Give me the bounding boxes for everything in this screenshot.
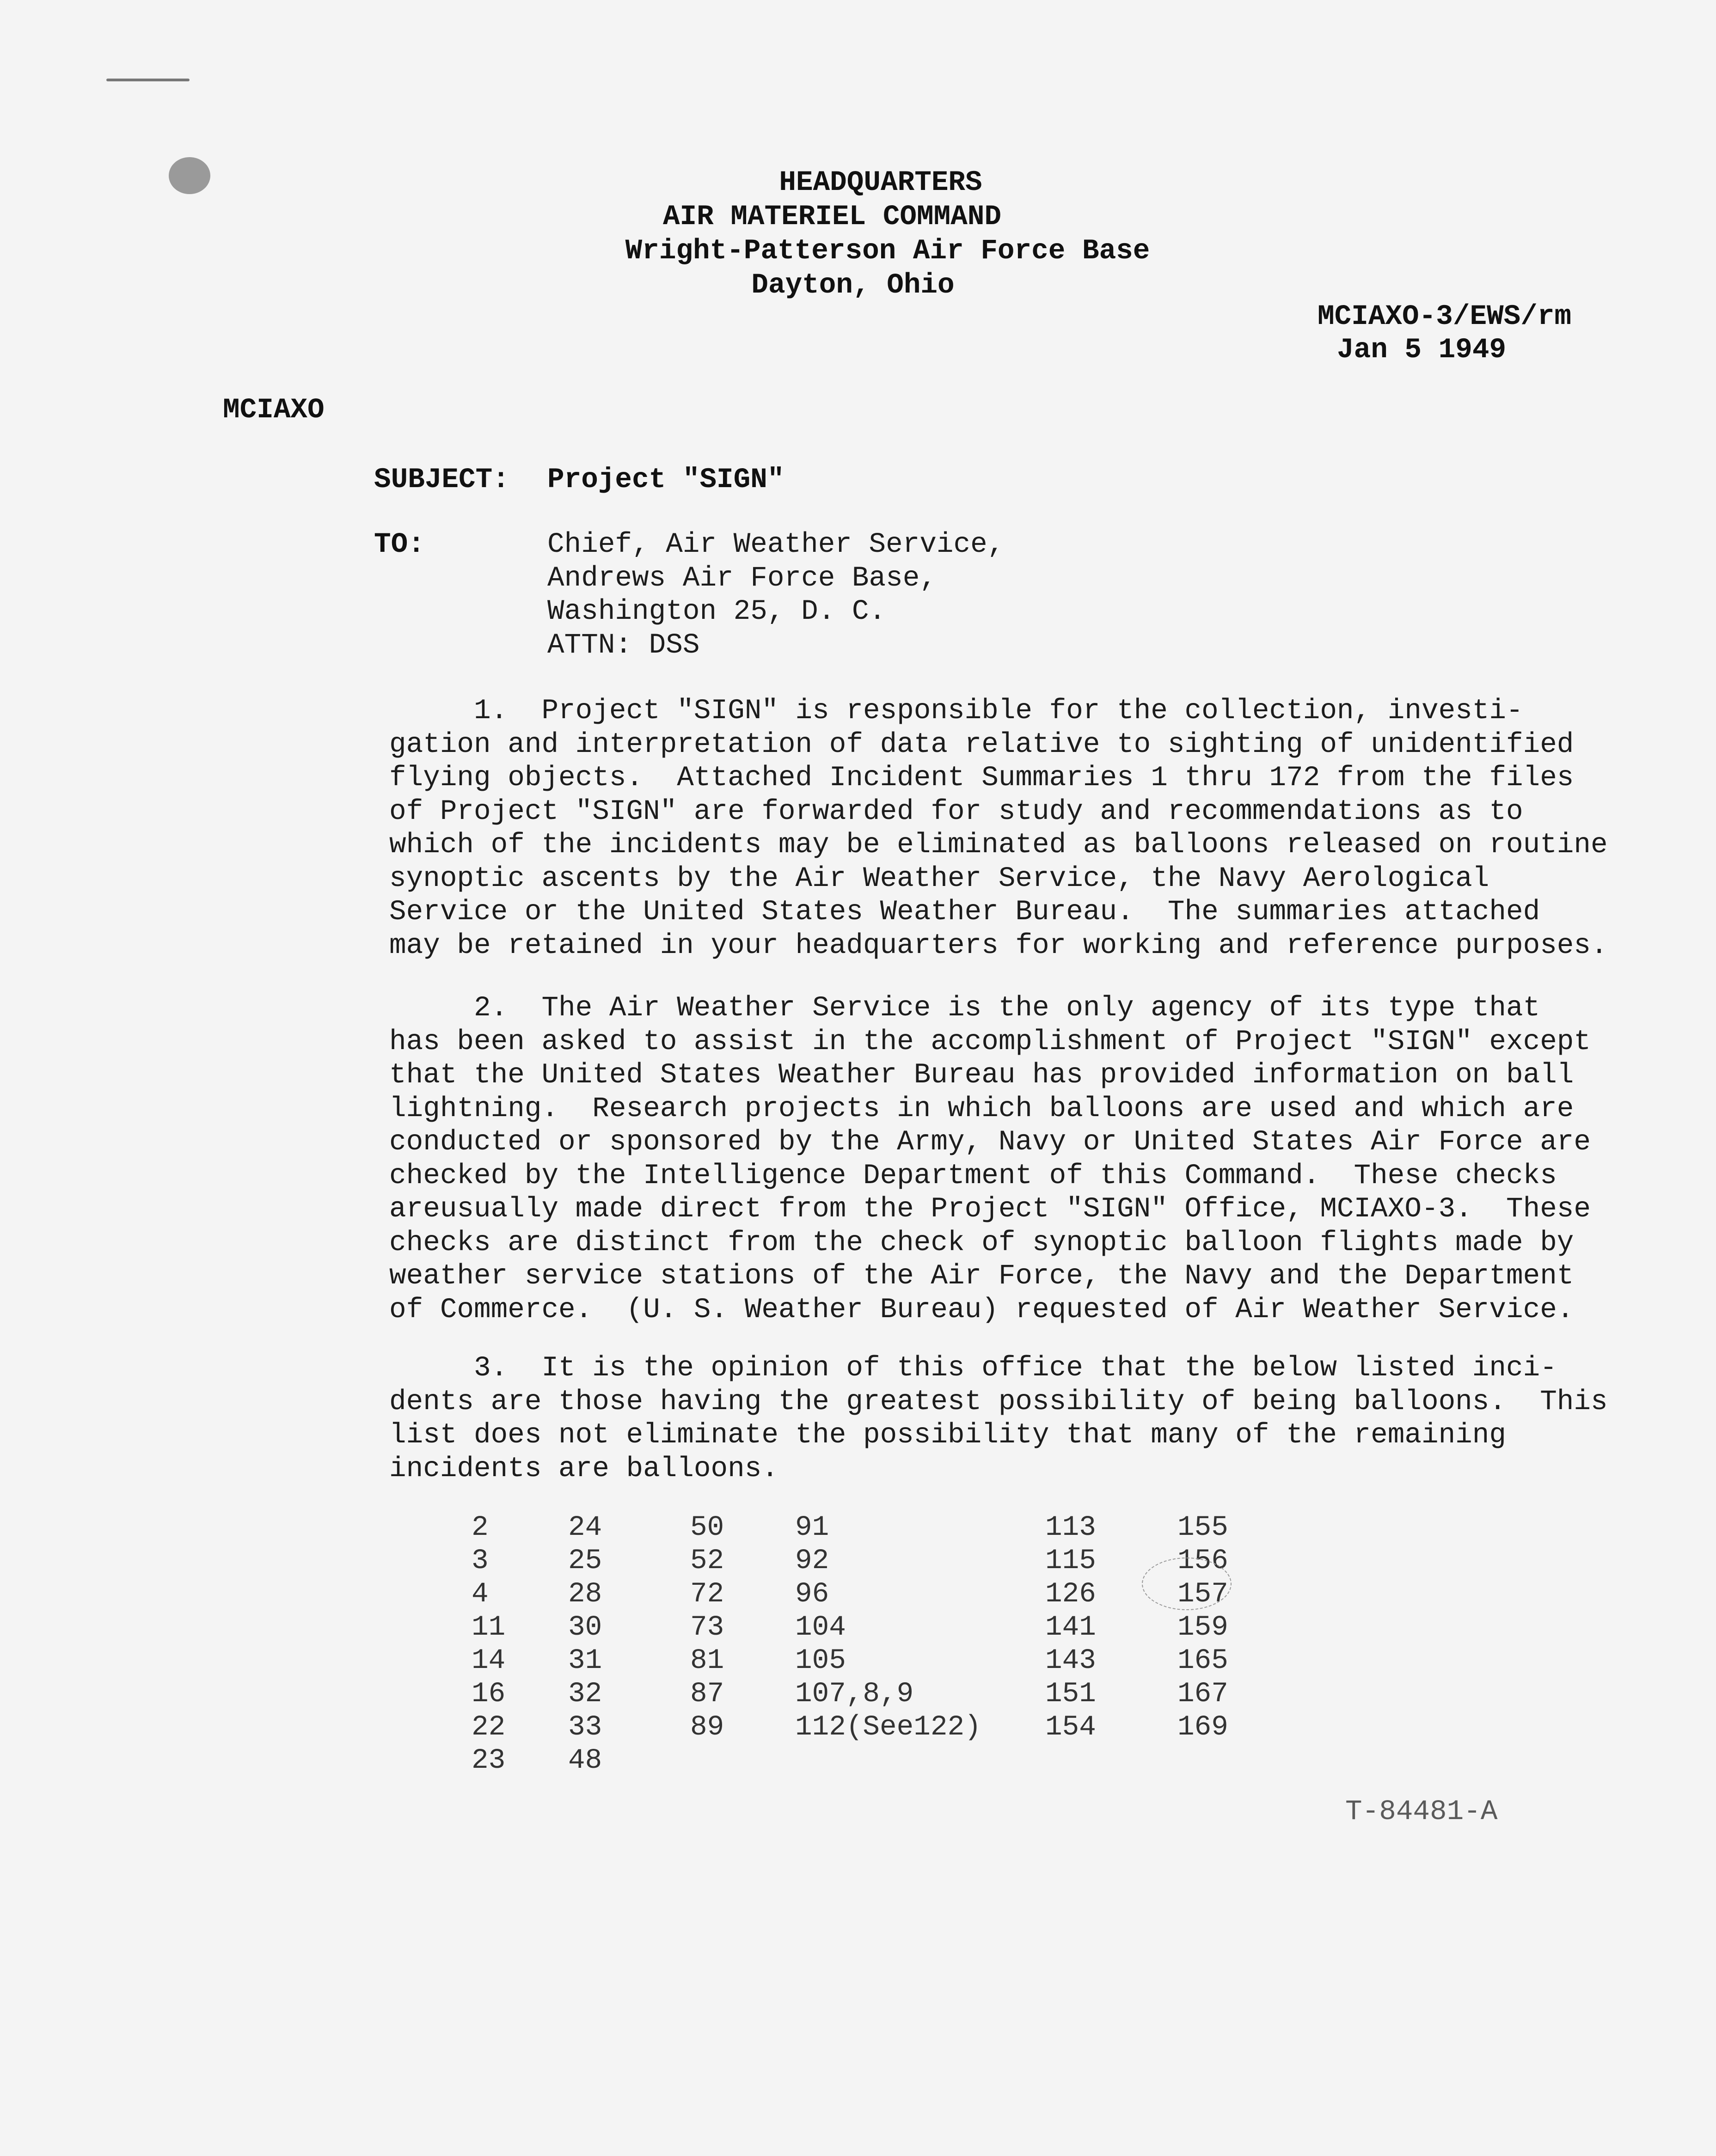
- incident-number: 50: [690, 1512, 724, 1544]
- paragraph-line: conducted or sponsored by the Army, Navy or United States Air Force are: [389, 1126, 1591, 1158]
- incident-number: 24: [568, 1512, 602, 1544]
- incident-number: 169: [1177, 1711, 1228, 1743]
- incident-number: 81: [690, 1645, 724, 1677]
- paragraph-line: checks are distinct from the check of synoptic balloon flights made by: [389, 1227, 1574, 1259]
- incident-number: 73: [690, 1612, 724, 1643]
- paragraph-3: [389, 1352, 1608, 1486]
- incident-number: 151: [1045, 1678, 1096, 1710]
- incident-number: 159: [1177, 1612, 1228, 1643]
- incident-number: 14: [472, 1645, 506, 1677]
- paragraph-line: 1. Project "SIGN" is responsible for the collection, investi-: [389, 695, 1523, 727]
- paragraph-line: checked by the Intelligence Department of this Command. These checks: [389, 1160, 1557, 1192]
- paragraph-line: 3. It is the opinion of this office that the below listed inci-: [389, 1352, 1557, 1384]
- incident-number: 107,8,9: [795, 1678, 914, 1710]
- header-line: HEADQUARTERS: [779, 167, 982, 199]
- incident-number: 156: [1177, 1545, 1228, 1577]
- paragraph-line: 2. The Air Weather Service is the only agency of its type that: [389, 992, 1540, 1024]
- incident-number: 4: [472, 1578, 489, 1610]
- incident-number: 154: [1045, 1711, 1096, 1743]
- paragraph-line: Service or the United States Weather Bureau. The summaries attached: [389, 896, 1540, 928]
- incident-number: 89: [690, 1711, 724, 1743]
- incident-number: 33: [568, 1711, 602, 1743]
- incident-number: 31: [568, 1645, 602, 1677]
- paragraph-1: [389, 695, 1608, 963]
- paragraph-line: synoptic ascents by the Air Weather Service, the Navy Aerological: [389, 862, 1489, 895]
- incident-number: 112(See122): [795, 1711, 981, 1743]
- incident-number: 25: [568, 1545, 602, 1577]
- paragraph-line: that the United States Weather Bureau has provided information on ball: [389, 1059, 1574, 1091]
- incident-number: 96: [795, 1578, 829, 1610]
- incident-number: 52: [690, 1545, 724, 1577]
- incident-number: 115: [1045, 1545, 1096, 1577]
- paragraph-line: dents are those having the greatest possibility of being balloons. This: [389, 1386, 1608, 1418]
- incident-number: 157: [1177, 1578, 1228, 1610]
- header-line: Wright-Patterson Air Force Base: [625, 235, 1150, 267]
- incident-number: 105: [795, 1645, 846, 1677]
- incident-number: 11: [472, 1612, 506, 1643]
- address-line: Chief, Air Weather Service,: [547, 529, 1005, 561]
- incident-number: 2: [472, 1512, 489, 1544]
- incident-number: 72: [690, 1578, 724, 1610]
- paragraph-2: [389, 992, 1591, 1327]
- scratch-mark: [106, 79, 190, 81]
- incident-number: 167: [1177, 1678, 1228, 1710]
- paragraph-line: flying objects. Attached Incident Summaries 1 thru 172 from the files: [389, 762, 1574, 794]
- to-address: [547, 528, 1004, 662]
- incident-number: 87: [690, 1678, 724, 1710]
- office-symbol: MCIAXO: [223, 394, 325, 426]
- incident-number: 23: [472, 1745, 506, 1777]
- paragraph-line: of Project "SIGN" are forwarded for study and recommendations as to: [389, 795, 1523, 828]
- to-label: TO:: [374, 529, 425, 561]
- paragraph-line: areusually made direct from the Project "SIGN" Office, MCIAXO-3. These: [389, 1193, 1591, 1225]
- incident-number: 92: [795, 1545, 829, 1577]
- address-line: ATTN: DSS: [547, 629, 700, 661]
- reference-date: Jan 5 1949: [1337, 334, 1507, 366]
- incident-number: 30: [568, 1612, 602, 1643]
- reference-code: MCIAXO-3/EWS/rm: [1318, 301, 1572, 333]
- incident-number: 126: [1045, 1578, 1096, 1610]
- incident-number: 3: [472, 1545, 489, 1577]
- incident-number: 16: [472, 1678, 506, 1710]
- incident-number: 91: [795, 1512, 829, 1544]
- paragraph-line: incidents are balloons.: [389, 1453, 778, 1485]
- paragraph-line: has been asked to assist in the accomplishment of Project "SIGN" except: [389, 1026, 1591, 1058]
- incident-number: 104: [795, 1612, 846, 1643]
- incident-number: 48: [568, 1745, 602, 1777]
- incident-number: 143: [1045, 1645, 1096, 1677]
- address-line: Washington 25, D. C.: [547, 596, 886, 628]
- incident-number: 22: [472, 1711, 506, 1743]
- incident-number: 28: [568, 1578, 602, 1610]
- hand-drawn-circle: [1142, 1557, 1232, 1610]
- paragraph-line: weather service stations of the Air Force, the Navy and the Department: [389, 1260, 1574, 1292]
- subject-label: SUBJECT:: [374, 464, 509, 496]
- footer-code: T-84481-A: [1345, 1796, 1498, 1828]
- paragraph-line: gation and interpretation of data relative to sighting of unidentified: [389, 728, 1574, 761]
- paragraph-line: of Commerce. (U. S. Weather Bureau) requested of Air Weather Service.: [389, 1294, 1574, 1326]
- header-line: AIR MATERIEL COMMAND: [662, 201, 1002, 233]
- header-line: Dayton, Ohio: [751, 269, 955, 301]
- incident-number: 32: [568, 1678, 602, 1710]
- incident-number: 141: [1045, 1612, 1096, 1643]
- paragraph-line: list does not eliminate the possibility that many of the remaining: [389, 1419, 1506, 1451]
- punch-hole-mark: [169, 157, 210, 194]
- incident-number: 165: [1177, 1645, 1228, 1677]
- paragraph-line: may be retained in your headquarters for working and reference purposes.: [389, 929, 1608, 962]
- address-line: Andrews Air Force Base,: [547, 562, 937, 594]
- incident-number: 113: [1045, 1512, 1096, 1544]
- incident-number: 155: [1177, 1512, 1228, 1544]
- subject-value: Project "SIGN": [547, 464, 784, 496]
- paragraph-line: lightning. Research projects in which balloons are used and which are: [389, 1093, 1574, 1125]
- paragraph-line: which of the incidents may be eliminated as balloons released on routine: [389, 829, 1608, 861]
